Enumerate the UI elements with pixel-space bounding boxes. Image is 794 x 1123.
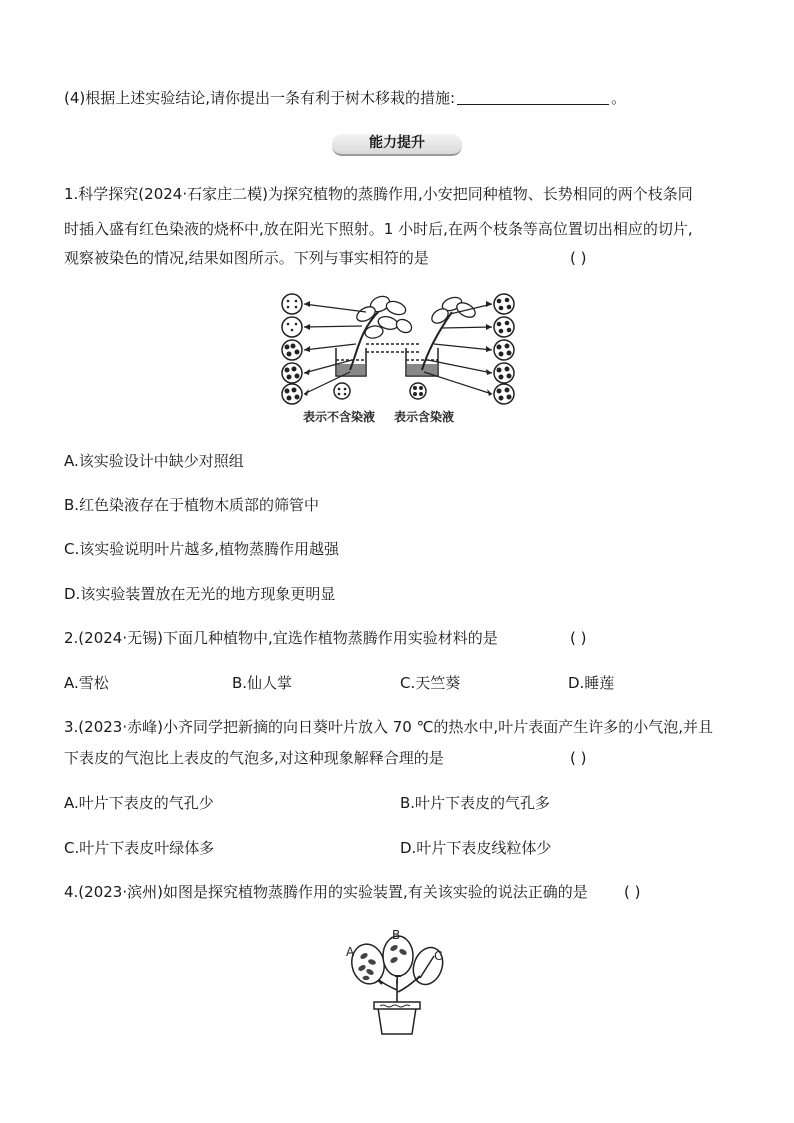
q-prev-end: 。: [611, 89, 627, 107]
q1-line-3: 观察被染色的情况,结果如图所示。下列与事实相符的是: [64, 249, 429, 267]
q2-option-d[interactable]: D.睡莲: [568, 674, 615, 692]
q3-line-1: 3.(2023·赤峰)小齐同学把新摘的向日葵叶片放入 70 ℃的热水中,叶片表面产生许多的小气泡,并且: [64, 718, 713, 736]
answer-blank[interactable]: [457, 89, 609, 105]
q3-line-2: 下表皮的气泡比上表皮的气泡多,对这种现象解释合理的是: [64, 749, 444, 767]
q1-line-1: 1.科学探究(2024·石家庄二模)为探究植物的蒸腾作用,小安把同种植物、长势相同的两个枝条同: [64, 185, 693, 203]
q1-answer-paren[interactable]: ( ): [570, 249, 587, 267]
flower-pot: [374, 1002, 420, 1034]
figure-caption-left: 表示不含染液: [303, 410, 376, 424]
q4-figure: [340, 926, 450, 1041]
q2-answer-paren[interactable]: ( ): [570, 629, 587, 647]
q3-option-b[interactable]: B.叶片下表皮的气孔多: [400, 794, 551, 812]
q1-option-a[interactable]: A.该实验设计中缺少对照组: [64, 452, 244, 470]
q1-option-d[interactable]: D.该实验装置放在无光的地方现象更明显: [64, 585, 336, 603]
q3-option-c[interactable]: C.叶片下表皮叶绿体多: [64, 839, 215, 857]
figure-caption-right: 表示含染液: [394, 410, 455, 424]
q2-option-b[interactable]: B.仙人掌: [232, 674, 293, 692]
q2-option-a[interactable]: A.雪松: [64, 674, 109, 692]
leaves: [354, 293, 477, 339]
q4-answer-paren[interactable]: ( ): [624, 883, 641, 901]
label-a: A: [346, 945, 355, 959]
label-c: C: [434, 949, 443, 963]
q1-line-2: 时插入盛有红色染液的烧杯中,放在阳光下照射。1 小时后,在两个枝条等高位置切出相应的切片,: [64, 220, 693, 238]
q3-option-a[interactable]: A.叶片下表皮的气孔少: [64, 794, 214, 812]
q-prev-text: (4)根据上述实验结论,请你提出一条有利于树木移栽的措施:: [64, 89, 456, 107]
right-sections: [494, 294, 514, 404]
left-sections: [282, 294, 302, 404]
arrows: [304, 304, 492, 394]
q2-stem: 2.(2024·无锡)下面几种植物中,宜选作植物蒸腾作用实验材料的是: [64, 629, 498, 647]
q1-option-c[interactable]: C.该实验说明叶片越多,植物蒸腾作用越强: [64, 540, 340, 558]
q3-option-d[interactable]: D.叶片下表皮线粒体少: [400, 839, 552, 857]
q1-option-b[interactable]: B.红色染液存在于植物木质部的筛管中: [64, 496, 320, 514]
q4-stem: 4.(2023·滨州)如图是探究植物蒸腾作用的实验装置,有关该实验的说法正确的是: [64, 883, 588, 901]
section-title: 能力提升: [332, 134, 462, 156]
q-prev-line: [64, 88, 626, 108]
q1-figure: [270, 290, 530, 430]
q3-answer-paren[interactable]: ( ): [570, 749, 587, 767]
label-b: B: [392, 928, 401, 942]
q2-option-c[interactable]: C.天竺葵: [400, 674, 461, 692]
